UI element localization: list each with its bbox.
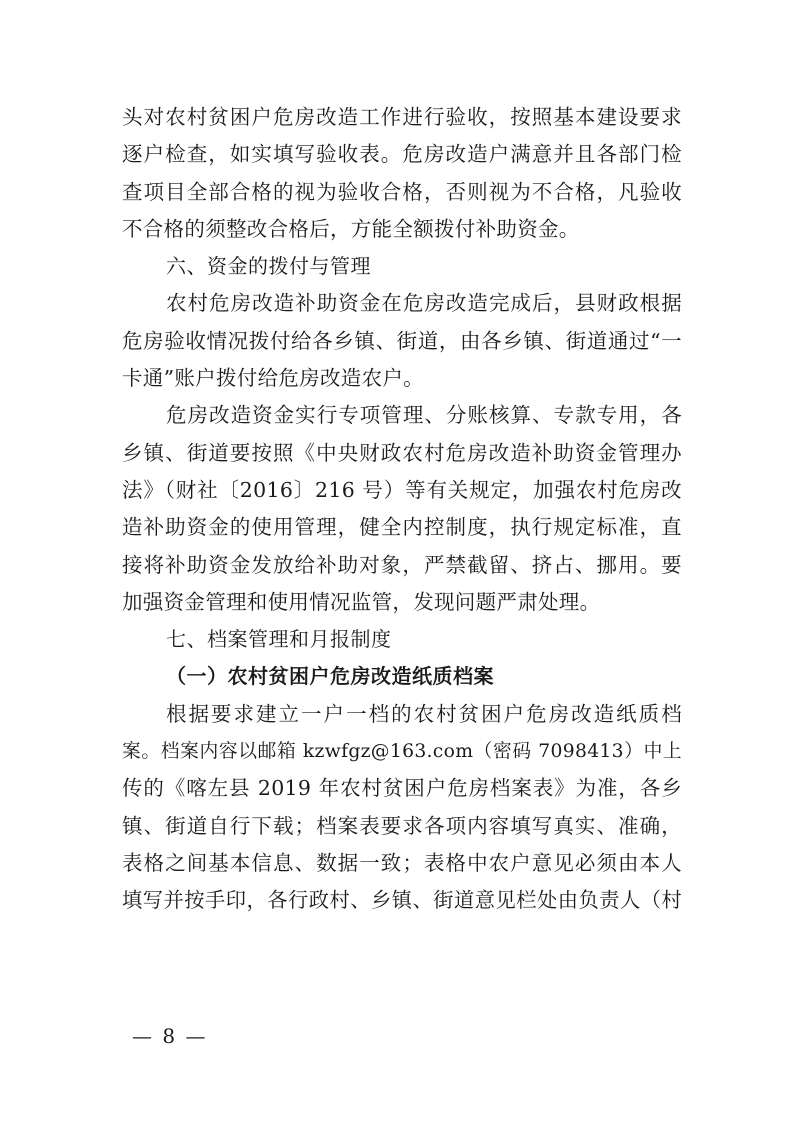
paragraph-line: 接将补助资金发放给补助对象，严禁截留、挤占、挪用。要 bbox=[122, 552, 682, 577]
paragraph-line: 传的《喀左县 2019 年农村贫困户危房档案表》为准，各乡 bbox=[122, 776, 682, 801]
paragraph-line: 加强资金管理和使用情况监管，发现问题严肃处理。 bbox=[122, 589, 601, 614]
paragraph-line: 镇、街道自行下载；档案表要求各项内容填写真实、准确， bbox=[122, 813, 682, 838]
paragraph-line: 案。档案内容以邮箱 kzwfgz@163.com（密码 7098413）中上 bbox=[122, 741, 682, 763]
paragraph-line: 头对农村贫困户危房改造工作进行验收，按照基本建设要求 bbox=[122, 105, 682, 129]
subsection-heading: （一）农村贫困户危房改造纸质档案 bbox=[166, 664, 494, 689]
paragraph-line: 危房改造资金实行专项管理、分账核算、专款专用，各 bbox=[166, 403, 682, 428]
page-number: — 8 — bbox=[132, 1024, 208, 1048]
paragraph-line: 表格之间基本信息、数据一致；表格中农户意见必须由本人 bbox=[122, 850, 682, 875]
paragraph-line: 逐户检查，如实填写验收表。危房改造户满意并且各部门检 bbox=[122, 142, 682, 167]
section-heading: 七、档案管理和月报制度 bbox=[166, 627, 392, 652]
paragraph-line: 造补助资金的使用管理，健全内控制度，执行规定标准，直 bbox=[122, 515, 682, 540]
paragraph-line: 农村危房改造补助资金在危房改造完成后，县财政根据 bbox=[166, 291, 682, 316]
paragraph-line: 不合格的须整改合格后，方能全额拨付补助资金。 bbox=[122, 216, 580, 241]
paragraph-line: 危房验收情况拨付给各乡镇、街道，由各乡镇、街道通过“一 bbox=[122, 328, 682, 353]
document-body bbox=[122, 99, 682, 920]
section-heading: 六、资金的拨付与管理 bbox=[166, 254, 371, 279]
paragraph-line: 根据要求建立一户一档的农村贫困户危房改造纸质档 bbox=[166, 701, 682, 726]
paragraph-line: 法》（财社〔2016〕216 号）等有关规定，加强农村危房改 bbox=[122, 477, 682, 502]
paragraph-line: 查项目全部合格的视为验收合格，否则视为不合格，凡验收 bbox=[122, 179, 682, 204]
paragraph-line: 填写并按手印，各行政村、乡镇、街道意见栏处由负责人（村 bbox=[122, 888, 682, 913]
paragraph-line: 卡通”账户拨付给危房改造农户。 bbox=[122, 366, 424, 391]
paragraph-line: 乡镇、街道要按照《中央财政农村危房改造补助资金管理办 bbox=[122, 440, 682, 465]
